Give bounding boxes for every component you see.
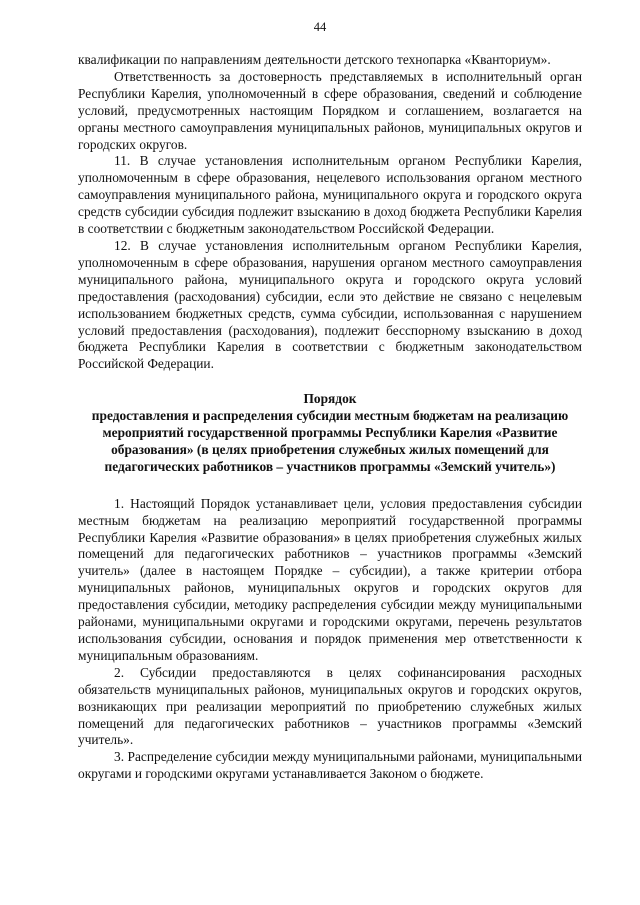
paragraph-1: 1. Настоящий Порядок устанавливает цели, условия предоставления субсидии местным бюджетам на реализацию мероприятий государственной программы Республики Карелия «Развитие образования» в целях приобретения служебных жилых помещений для педагогических работников – участников программы «Земский учитель» (далее в настоящем Порядке – субсидии), а также критерии отбора муниципальных районов, муниципальных округов и городских округов для предоставления субсидии, методику распределения субсидии между муниципальными районами, муниципальными округами и городскими округами, перечень результатов использования субсидии, основания и порядок применения мер ответственности к муниципальным образованиям.	[78, 495, 582, 663]
paragraph-11: 11. В случае установления исполнительным органом Республики Карелия, уполномоченным в сфере образования, нецелевого использования органом местного самоуправления муниципального района, муниципального округа и городского округа средств субсидии субсидия подлежит взысканию в доход бюджета Республики Карелия в соответствии с бюджетным законодательством Российской Федерации.	[78, 153, 582, 237]
paragraph-2: 2. Субсидии предоставляются в целях софинансирования расходных обязательств муниципальных районов, муниципальных округов и городских округов, возникающих при реализации мероприятий по приобретению служебных жилых помещений для педагогических работников – участников программы «Земский учитель».	[78, 664, 582, 748]
paragraph-3: 3. Распределение субсидии между муниципальными районами, муниципальными округами и городскими округами устанавливается Законом о бюджете.	[78, 749, 582, 782]
heading-subtitle: предоставления и распределения субсидии местным бюджетам на реализацию мероприятий государственной программы Республики Карелия «Развитие образования» (в целях приобретения служебных жилых помещений для педагогических работников – участников программы «Земский учитель»)	[91, 408, 569, 474]
paragraph-12: 12. В случае установления исполнительным органом Республики Карелия, уполномоченным в сфере образования, нарушения органом местного самоуправления муниципального района, муниципального округа и городского округа условий предоставления (расходования) субсидии, если это действие не связано с нецелевым использованием бюджетных средств, сумма субсидии, использованная с нарушением условий предоставления (расходования), подлежит бесспорному взысканию в доход бюджета Республики Карелия в соответствии с бюджетным законодательством Российской Федерации.	[78, 237, 582, 372]
document-body	[78, 52, 582, 783]
heading-title: Порядок	[303, 391, 357, 407]
section-heading	[78, 391, 582, 476]
paragraph-continuation: квалификации по направлениям деятельности детского технопарка «Кванториум».	[78, 52, 551, 67]
page-number: 44	[313, 20, 327, 34]
paragraph-responsibility: Ответственность за достоверность представляемых в исполнительный орган Республики Карелия, уполномоченный в сфере образования, сведений и соблюдение условий, предусмотренных настоящим Порядком и соглашением, возлагается на органы местного самоуправления муниципальных районов, муниципальных округов и городских округов.	[78, 68, 582, 152]
